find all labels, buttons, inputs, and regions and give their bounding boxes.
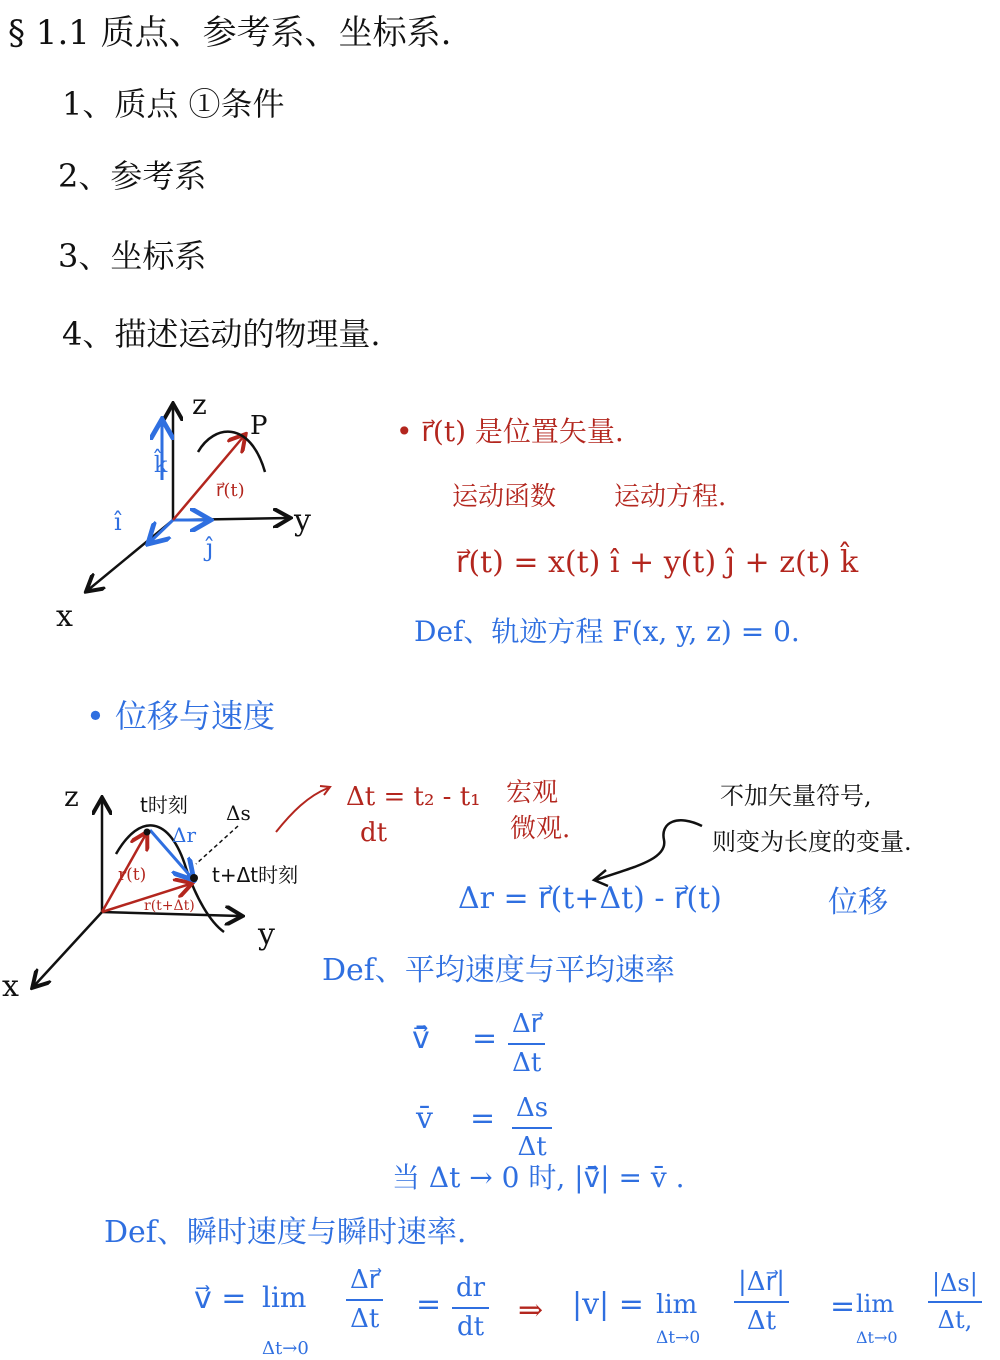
delta-s-label: Δs	[226, 801, 251, 825]
x-label-2: x	[2, 969, 19, 1004]
page-title: § 1.1 质点、参考系、坐标系.	[8, 13, 452, 53]
avg-speed-equals: =	[470, 1101, 496, 1136]
limit-note: 当 Δt → 0 时, |v̄⃗| = v̄ .	[392, 1161, 685, 1194]
displacement-heading: • 位移与速度	[86, 697, 276, 735]
z-label-2: z	[64, 780, 79, 813]
y-axis-label: y	[294, 503, 311, 538]
coordinate-diagram	[0, 380, 360, 634]
average-velocity-def: Def、平均速度与平均速率	[322, 953, 675, 988]
inst-velocity-symbol: v⃗ =	[194, 1281, 247, 1316]
delta-s-pointer	[196, 826, 238, 864]
derivative-fraction	[452, 1274, 489, 1343]
inst-speed-numerator-1: |Δr⃗|	[734, 1268, 789, 1303]
note-connector-arrow	[270, 782, 340, 838]
inst-lim-3: lim	[856, 1290, 895, 1318]
r-vector-label: r⃗(t)	[216, 480, 245, 501]
avg-velocity-denominator: Δt	[512, 1047, 542, 1078]
inst-speed-denominator-1: Δt	[746, 1305, 777, 1336]
inst-lim-sub-3: Δt→0	[856, 1328, 898, 1347]
k-label: k̂	[154, 453, 168, 478]
delta-t-definition: Δt = t₂ - t₁	[346, 782, 481, 812]
r-t-label: r(t)	[118, 865, 147, 885]
t-moment-label: t时刻	[140, 793, 188, 817]
avg-speed-fraction	[512, 1094, 552, 1163]
inst-lim-2: lim	[656, 1290, 698, 1320]
inst-lim-sub-2: Δt→0	[656, 1328, 701, 1348]
delta-r-label: Δr	[172, 823, 197, 847]
remark-line-1: 不加矢量符号,	[720, 782, 872, 810]
inst-speed-fraction-2	[928, 1270, 982, 1334]
avg-velocity-fraction	[508, 1010, 545, 1079]
point-p-label: P	[250, 411, 268, 441]
avg-velocity-equals: =	[472, 1021, 498, 1056]
z-axis-label: z	[192, 388, 207, 421]
position-equation: r⃗(t) = x(t) î + y(t) ĵ + z(t) k̂	[456, 545, 859, 580]
micro-note: 微观.	[510, 814, 571, 844]
i-label: î	[114, 508, 122, 536]
displacement-equation: Δr = r⃗(t+Δt) - r⃗(t)	[458, 881, 722, 916]
outline-item-1: 1、质点 ①条件	[62, 85, 285, 123]
avg-speed-symbol: v̄	[416, 1101, 433, 1136]
inst-velocity-numerator: Δr⃗	[346, 1266, 383, 1301]
displacement-label: 位移	[828, 885, 888, 920]
point-t	[144, 829, 151, 836]
inst-speed-fraction-1	[734, 1268, 789, 1337]
inst-speed-denominator-2: Δt,	[937, 1305, 973, 1334]
avg-velocity-symbol: v̄⃗	[412, 1021, 430, 1056]
inst-speed-symbol: |v| =	[572, 1287, 644, 1322]
outline-item-3: 3、坐标系	[58, 237, 207, 275]
inst-speed-numerator-2: |Δs|	[928, 1270, 982, 1303]
x-axis-2	[34, 912, 102, 986]
motion-equation-note: 运动方程.	[614, 482, 727, 512]
derivative-denominator: dt	[456, 1311, 485, 1342]
inst-lim-sub-1: Δt→0	[262, 1338, 309, 1359]
j-label: ĵ	[206, 534, 214, 562]
r-t-dt-label: r(t+Δt)	[144, 898, 195, 914]
inst-equals-1: =	[416, 1287, 442, 1322]
position-vector	[173, 436, 244, 520]
t-dt-moment-label: t+Δt时刻	[212, 863, 299, 887]
derivative-numerator: dr	[452, 1274, 489, 1309]
outline-item-2: 2、参考系	[58, 157, 207, 195]
i-unit-vector	[150, 520, 173, 542]
point-t-dt	[190, 874, 198, 882]
motion-function-note: 运动函数	[452, 482, 557, 512]
x-axis-label: x	[56, 599, 73, 634]
inst-velocity-denominator: Δt	[350, 1303, 380, 1334]
outline-item-4: 4、描述运动的物理量.	[62, 315, 381, 353]
avg-speed-denominator: Δt	[517, 1131, 547, 1162]
inst-velocity-fraction	[346, 1266, 383, 1335]
macro-note: 宏观	[506, 778, 559, 808]
avg-velocity-numerator: Δr⃗	[508, 1010, 545, 1045]
remark-line-2: 则变为长度的变量.	[712, 828, 912, 856]
trajectory-equation-def: Def、轨迹方程 F(x, y, z) = 0.	[414, 615, 800, 648]
position-vector-note: • r⃗(t) 是位置矢量.	[396, 415, 624, 448]
remark-pointer-arrow	[590, 812, 710, 892]
avg-speed-numerator: Δs	[512, 1094, 552, 1129]
instantaneous-velocity-def: Def、瞬时速度与瞬时速率.	[104, 1215, 467, 1250]
dt-note: dt	[360, 818, 388, 848]
inst-equals-2: =	[830, 1289, 856, 1324]
inst-lim-1: lim	[262, 1281, 307, 1314]
y-label-2: y	[258, 917, 275, 952]
implies-arrow: ⇒	[518, 1293, 544, 1328]
